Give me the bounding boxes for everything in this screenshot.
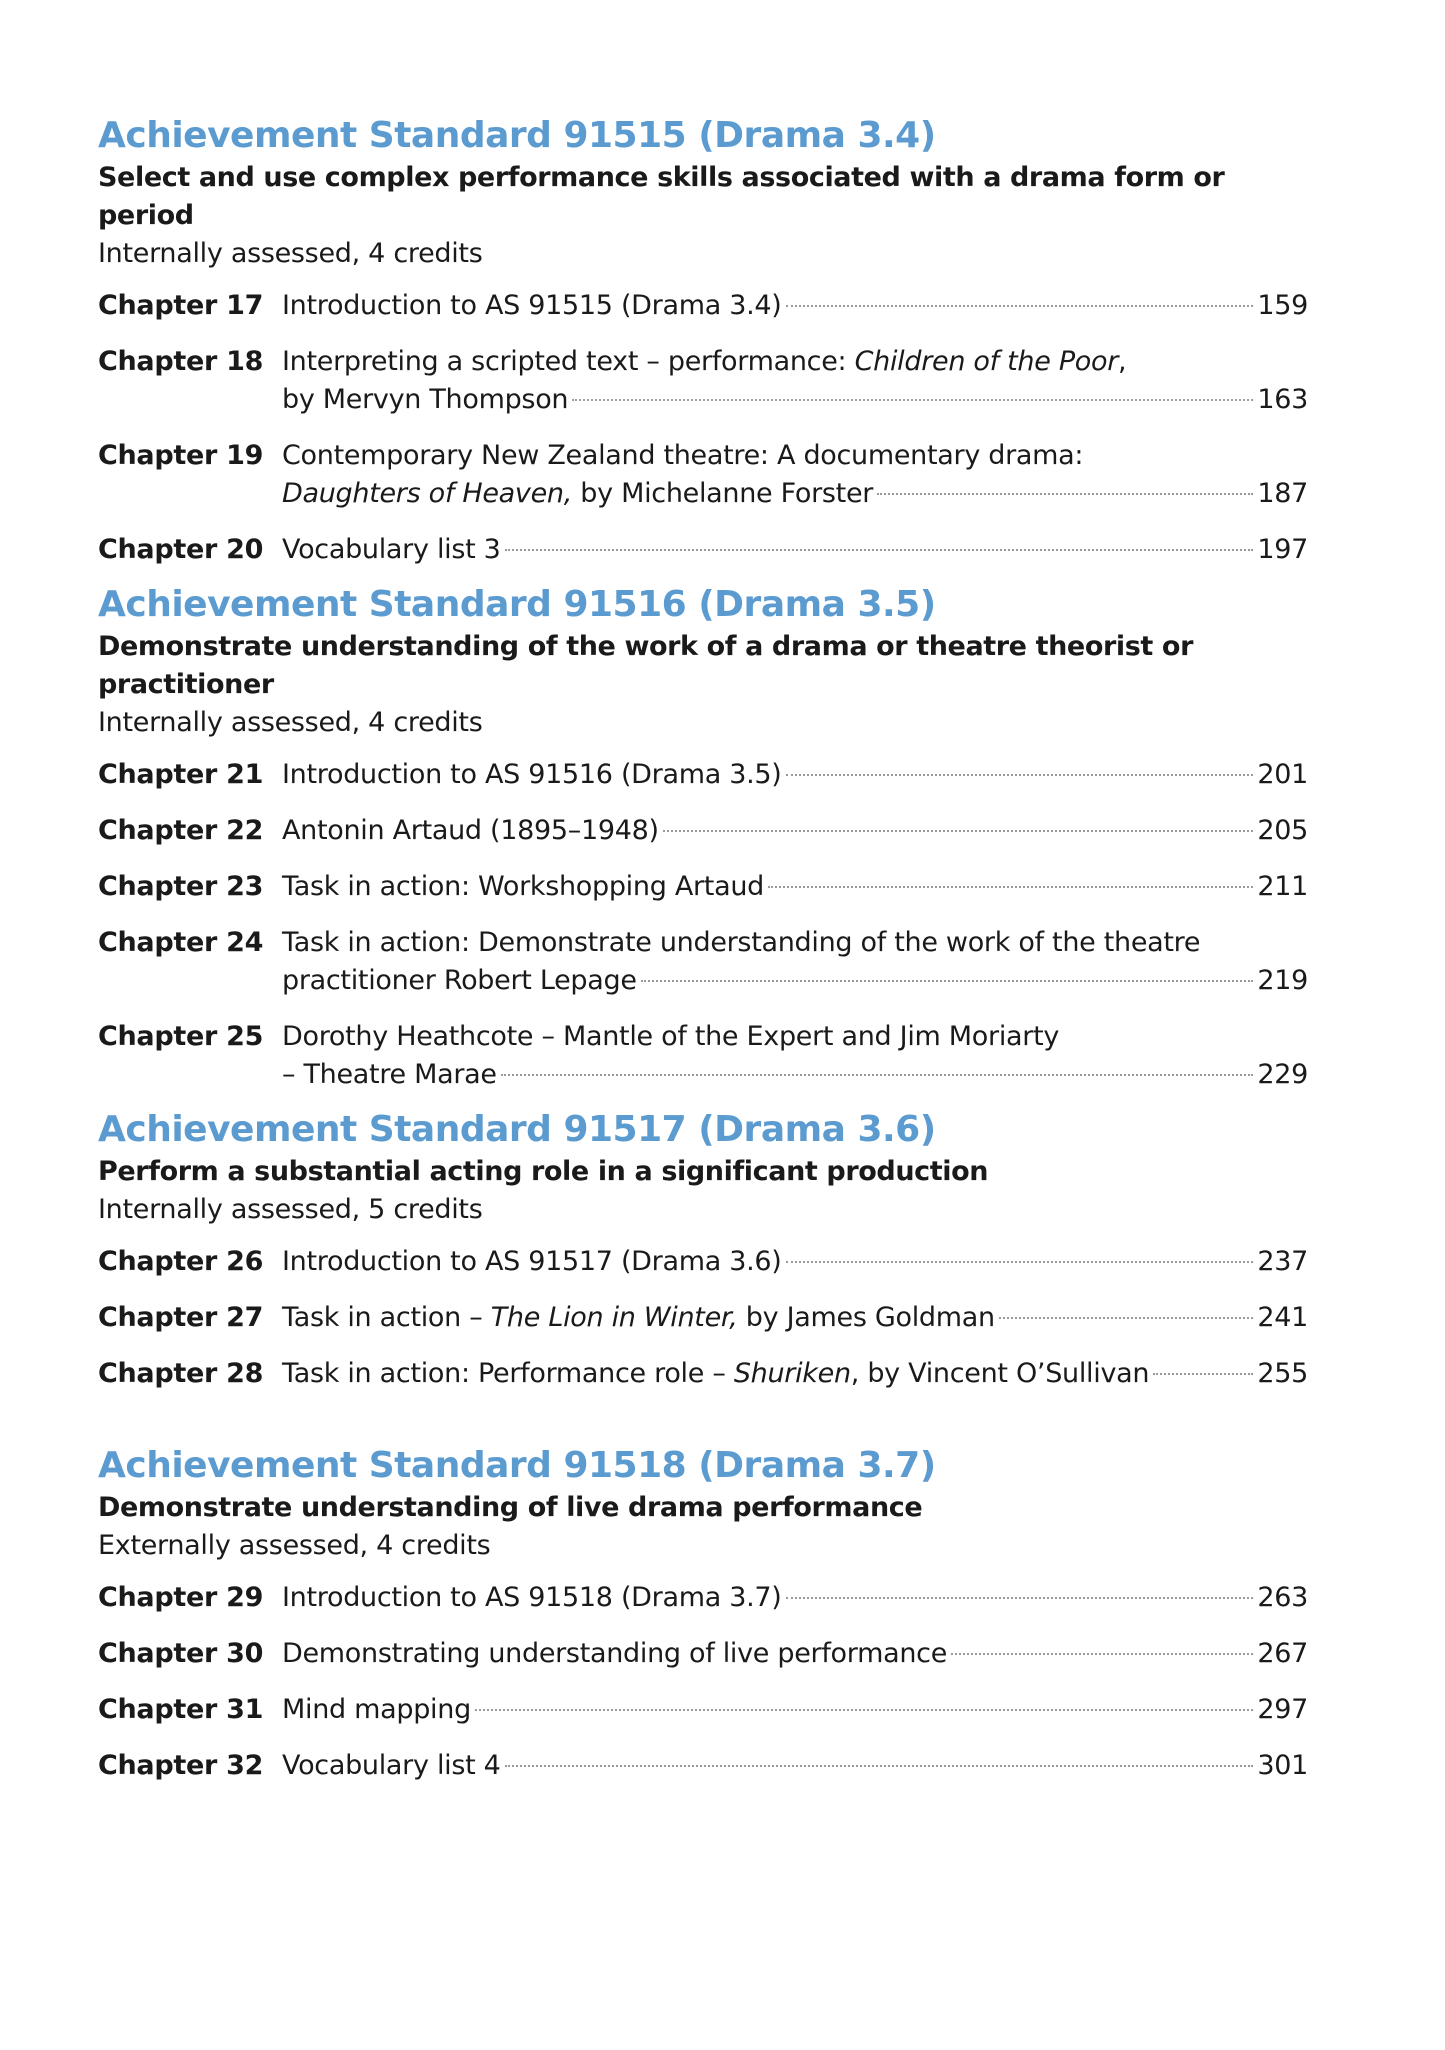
toc-entry-chapter-26[interactable] xyxy=(98,1243,1308,1281)
chapter-number: Chapter 18 xyxy=(98,346,264,377)
dot-leader xyxy=(663,830,1254,832)
chapter-number: Chapter 25 xyxy=(98,1021,264,1052)
chapter-number: Chapter 20 xyxy=(98,534,264,565)
toc-entry-chapter-17[interactable] xyxy=(98,287,1308,325)
chapter-title-line-2: by Mervyn Thompson xyxy=(282,384,569,415)
chapter-title: Demonstrating understanding of live performance xyxy=(282,1638,948,1669)
chapter-title-line-1: Task in action: Demonstrate understanding of the work of the theatre xyxy=(282,927,1201,958)
section-assessment: Internally assessed, 4 credits xyxy=(98,707,483,738)
chapter-number: Chapter 26 xyxy=(98,1246,264,1277)
chapter-number: Chapter 28 xyxy=(98,1358,264,1389)
dot-leader xyxy=(877,493,1253,495)
toc-entry-chapter-23[interactable] xyxy=(98,868,1308,906)
dot-leader xyxy=(768,886,1253,888)
toc-entry-chapter-32[interactable] xyxy=(98,1747,1308,1785)
chapter-number: Chapter 17 xyxy=(98,290,264,321)
author-text: by James Goldman xyxy=(737,1302,995,1333)
toc-entry-chapter-25[interactable] xyxy=(98,1018,1308,1094)
chapter-number: Chapter 31 xyxy=(98,1694,264,1725)
section-description: Demonstrate understanding of the work of a drama or theatre theorist or practitioner xyxy=(98,631,1194,700)
section-description: Demonstrate understanding of live drama performance xyxy=(98,1492,923,1523)
dot-leader xyxy=(505,549,1254,551)
dot-leader xyxy=(475,1709,1253,1711)
section-91515 xyxy=(98,113,1308,587)
section-title: Achievement Standard 91515 (Drama 3.4) xyxy=(98,115,936,156)
chapter-title: Introduction to AS 91518 (Drama 3.7) xyxy=(282,1582,782,1613)
chapter-number: Chapter 29 xyxy=(98,1582,264,1613)
chapter-title-line-2 xyxy=(282,475,873,513)
toc-entry-chapter-22[interactable] xyxy=(98,812,1308,850)
chapter-title: Introduction to AS 91517 (Drama 3.6) xyxy=(282,1246,782,1277)
play-title: Shuriken xyxy=(733,1358,851,1389)
play-title: Daughters of Heaven, xyxy=(282,478,572,509)
chapter-title-text: Interpreting a scripted text – performance: xyxy=(282,346,855,377)
chapter-title: Vocabulary list 4 xyxy=(282,1750,501,1781)
section-assessment: Internally assessed, 5 credits xyxy=(98,1194,483,1225)
dot-leader xyxy=(1153,1373,1253,1375)
toc-entry-chapter-31[interactable] xyxy=(98,1691,1308,1729)
chapter-title-line-1 xyxy=(282,343,1308,381)
chapter-title-line-1: Contemporary New Zealand theatre: A documentary drama: xyxy=(282,440,1084,471)
section-91518 xyxy=(98,1443,1308,1803)
chapter-title: Introduction to AS 91515 (Drama 3.4) xyxy=(282,290,782,321)
chapter-number: Chapter 32 xyxy=(98,1750,264,1781)
punctuation: , xyxy=(1118,346,1127,377)
play-title: Children of the Poor xyxy=(854,346,1119,377)
dot-leader xyxy=(572,399,1253,401)
page-number: 219 xyxy=(1257,965,1308,996)
toc-entry-chapter-20[interactable] xyxy=(98,531,1308,569)
dot-leader xyxy=(501,1074,1254,1076)
page-number: 255 xyxy=(1257,1358,1308,1389)
page-number: 159 xyxy=(1257,290,1308,321)
author-text: , by Vincent O’Sullivan xyxy=(850,1358,1150,1389)
chapter-number: Chapter 19 xyxy=(98,440,264,471)
dot-leader xyxy=(786,305,1254,307)
page-number: 197 xyxy=(1257,534,1308,565)
dot-leader xyxy=(999,1317,1254,1319)
section-assessment: Internally assessed, 4 credits xyxy=(98,238,483,269)
page-number: 297 xyxy=(1257,1694,1308,1725)
dot-leader xyxy=(951,1653,1253,1655)
page-number: 201 xyxy=(1257,759,1308,790)
chapter-title: Task in action: Workshopping Artaud xyxy=(282,871,764,902)
section-91516 xyxy=(98,582,1308,1112)
section-assessment: Externally assessed, 4 credits xyxy=(98,1530,491,1561)
chapter-title: Introduction to AS 91516 (Drama 3.5) xyxy=(282,759,782,790)
section-description: Select and use complex performance skills associated with a drama form or period xyxy=(98,162,1225,231)
chapter-title: Antonin Artaud (1895–1948) xyxy=(282,815,659,846)
section-91517 xyxy=(98,1107,1308,1411)
page-number: 263 xyxy=(1257,1582,1308,1613)
page-number: 237 xyxy=(1257,1246,1308,1277)
section-title: Achievement Standard 91518 (Drama 3.7) xyxy=(98,1445,936,1486)
chapter-number: Chapter 22 xyxy=(98,815,264,846)
toc-entry-chapter-24[interactable] xyxy=(98,924,1308,1000)
chapter-title-line-1: Dorothy Heathcote – Mantle of the Expert and Jim Moriarty xyxy=(282,1021,1060,1052)
page-number: 267 xyxy=(1257,1638,1308,1669)
toc-entry-chapter-18[interactable] xyxy=(98,343,1308,419)
chapter-title xyxy=(282,1299,995,1337)
toc-entry-chapter-21[interactable] xyxy=(98,756,1308,794)
chapter-title: Mind mapping xyxy=(282,1694,471,1725)
page-number: 205 xyxy=(1257,815,1308,846)
section-title: Achievement Standard 91516 (Drama 3.5) xyxy=(98,584,936,625)
chapter-title: Vocabulary list 3 xyxy=(282,534,501,565)
chapter-number: Chapter 21 xyxy=(98,759,264,790)
play-title: The Lion in Winter, xyxy=(490,1302,738,1333)
dot-leader xyxy=(641,980,1254,982)
toc-entry-chapter-19[interactable] xyxy=(98,437,1308,513)
chapter-title xyxy=(282,1355,1149,1393)
dot-leader xyxy=(786,1261,1254,1263)
toc-entry-chapter-27[interactable] xyxy=(98,1299,1308,1337)
chapter-title-text: Task in action – xyxy=(282,1302,491,1333)
dot-leader xyxy=(786,1597,1254,1599)
page-number: 229 xyxy=(1257,1059,1308,1090)
chapter-number: Chapter 27 xyxy=(98,1302,264,1333)
chapter-number: Chapter 23 xyxy=(98,871,264,902)
page-number: 301 xyxy=(1257,1750,1308,1781)
toc-entry-chapter-29[interactable] xyxy=(98,1579,1308,1617)
toc-entry-chapter-28[interactable] xyxy=(98,1355,1308,1393)
page-number: 211 xyxy=(1257,871,1308,902)
section-title: Achievement Standard 91517 (Drama 3.6) xyxy=(98,1109,936,1150)
chapter-number: Chapter 24 xyxy=(98,927,264,958)
chapter-number: Chapter 30 xyxy=(98,1638,264,1669)
page-number: 163 xyxy=(1257,384,1308,415)
section-description: Perform a substantial acting role in a significant production xyxy=(98,1156,989,1187)
chapter-title-line-2: – Theatre Marae xyxy=(282,1059,497,1090)
dot-leader xyxy=(786,774,1254,776)
toc-entry-chapter-30[interactable] xyxy=(98,1635,1308,1673)
author-text: by Michelanne Forster xyxy=(572,478,874,509)
page-number: 241 xyxy=(1257,1302,1308,1333)
dot-leader xyxy=(505,1765,1254,1767)
chapter-title-line-2: practitioner Robert Lepage xyxy=(282,965,637,996)
chapter-title-text: Task in action: Performance role – xyxy=(282,1358,734,1389)
page-number: 187 xyxy=(1257,478,1308,509)
